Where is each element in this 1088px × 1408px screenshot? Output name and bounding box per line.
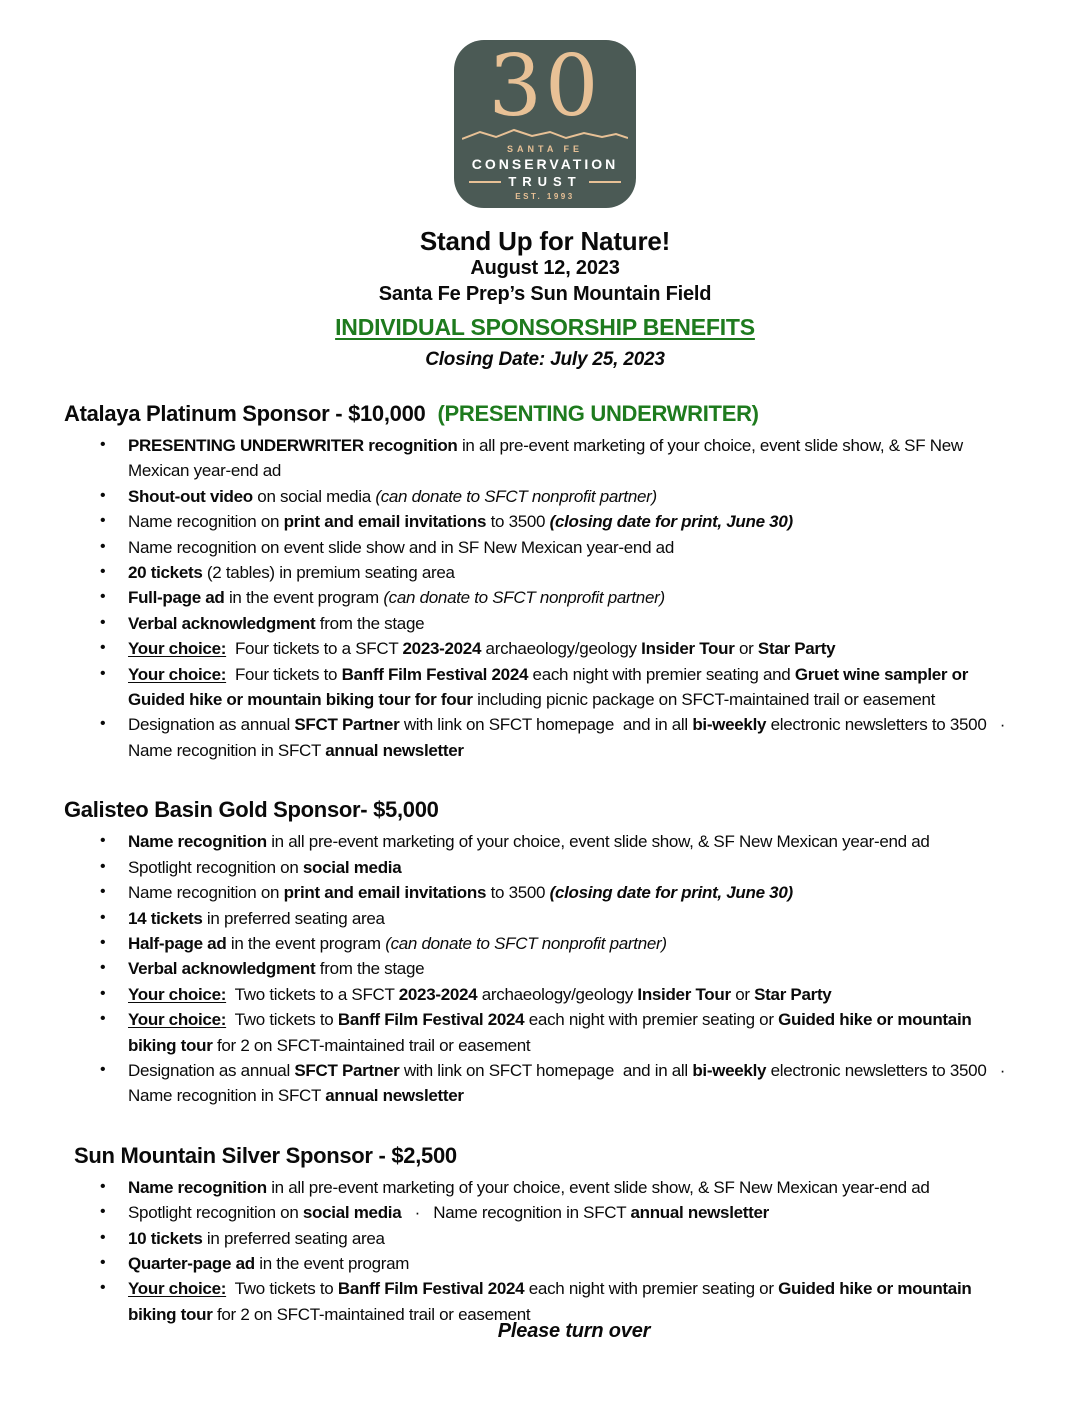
benefit-text: Name recognition in all pre-event marketing of your choice, event slide show, & SF New Mexican year-end ad bbox=[128, 1177, 930, 1197]
bullet-icon: • bbox=[100, 984, 106, 1002]
bullet-icon: • bbox=[100, 486, 106, 504]
logo-30-numeral: 30 bbox=[488, 37, 602, 135]
event-location: Santa Fe Prep’s Sun Mountain Field bbox=[378, 283, 712, 305]
benefit-text: Spotlight recognition on social media · Name recognition in SFCT annual newsletter bbox=[128, 1203, 769, 1223]
bullet-icon: • bbox=[100, 613, 106, 631]
bullet-icon: • bbox=[100, 512, 106, 530]
benefit-item bbox=[100, 1007, 1010, 1058]
mountain-ridge-icon bbox=[462, 126, 628, 144]
logo-est-text: EST. 1993 bbox=[515, 192, 575, 201]
bullet-icon: • bbox=[100, 1228, 106, 1246]
benefit-item bbox=[100, 982, 1010, 1007]
benefit-item bbox=[100, 1200, 1010, 1225]
benefit-text: Quarter-page ad in the event program bbox=[128, 1253, 410, 1273]
benefit-item bbox=[100, 585, 1010, 610]
benefit-list bbox=[64, 1175, 1026, 1327]
benefit-item bbox=[100, 1251, 1010, 1276]
sponsor-section-platinum bbox=[64, 400, 1026, 763]
bullet-icon: • bbox=[100, 1177, 106, 1195]
bullet-icon: • bbox=[100, 908, 106, 926]
bullet-icon: • bbox=[100, 588, 106, 606]
sfct-logo bbox=[454, 37, 636, 208]
benefit-text: 20 tickets (2 tables) in premium seating area bbox=[128, 563, 455, 583]
benefit-text: Full-page ad in the event program (can donate to SFCT nonprofit partner) bbox=[128, 588, 665, 608]
benefit-text: Name recognition in all pre-event marketing of your choice, event slide show, & SF New Mexican year-end ad bbox=[128, 832, 930, 852]
benefit-item bbox=[100, 855, 1010, 880]
bullet-icon: • bbox=[100, 883, 106, 901]
bullet-icon: • bbox=[100, 639, 106, 657]
benefit-item bbox=[100, 535, 1010, 560]
closing-date: Closing Date: July 25, 2023 bbox=[425, 349, 665, 370]
benefit-item bbox=[100, 906, 1010, 931]
bullet-icon: • bbox=[100, 436, 106, 453]
benefit-item bbox=[100, 509, 1010, 534]
benefit-list bbox=[64, 433, 1026, 763]
tier-title: Sun Mountain Silver Sponsor - $2,500 bbox=[74, 1142, 457, 1168]
tier-heading-silver bbox=[74, 1142, 1026, 1170]
bullet-icon: • bbox=[100, 1279, 106, 1297]
bullet-icon: • bbox=[100, 1203, 106, 1221]
bullet-icon: • bbox=[100, 1010, 106, 1028]
benefit-text: PRESENTING UNDERWRITER recognition in all pre-event marketing of your choice, event slide show, & SF New Mexican year-end ad bbox=[128, 436, 968, 481]
bullet-icon: • bbox=[100, 1253, 106, 1271]
logo-trust-text bbox=[454, 174, 636, 189]
benefit-text: Spotlight recognition on social media bbox=[128, 857, 402, 877]
benefit-item bbox=[100, 1226, 1010, 1251]
benefit-text: Name recognition on print and email invitations to 3500 (closing date for print, June 30) bbox=[128, 883, 793, 903]
logo-conservation-text: CONSERVATION bbox=[471, 156, 619, 172]
benefit-text: Designation as annual SFCT Partner with link on SFCT homepage and in all bi-weekly electronic newsletters to 3500 · Name recognition in SFCT annual newsletter bbox=[128, 1060, 1019, 1106]
bullet-icon: • bbox=[100, 664, 106, 682]
benefit-text: Name recognition on event slide show and in SF New Mexican year-end ad bbox=[128, 537, 674, 557]
logo-container bbox=[64, 37, 1026, 212]
benefit-text: 14 tickets in preferred seating area bbox=[128, 908, 385, 928]
tier-heading-platinum bbox=[64, 400, 1026, 428]
benefit-item bbox=[100, 880, 1010, 905]
benefit-text: Designation as annual SFCT Partner with link on SFCT homepage and in all bi-weekly electronic newsletters to 3500 · Name recognition in SFCT annual newsletter bbox=[128, 715, 1019, 760]
bullet-icon: • bbox=[100, 959, 106, 977]
footer-note: Please turn over bbox=[497, 1320, 651, 1342]
logo-trust-word: TRUST bbox=[508, 174, 582, 189]
benefit-item bbox=[100, 1175, 1010, 1200]
benefit-text: Your choice: Four tickets to Banff Film Festival 2024 each night with premier seating and Gruet wine sampler or Guided hike or mountain biking tour for four including picnic package on SFCT-maintained trail or easement bbox=[128, 664, 973, 710]
sections bbox=[64, 400, 1026, 1327]
bullet-icon: • bbox=[100, 715, 106, 733]
trust-right-rule bbox=[589, 181, 621, 183]
benefit-item bbox=[100, 931, 1010, 956]
benefits-heading: INDIVIDUAL SPONSORSHIP BENEFITS bbox=[335, 314, 755, 340]
page-title: Stand Up for Nature! bbox=[419, 226, 671, 256]
benefit-item bbox=[100, 829, 1010, 854]
benefit-text: Your choice: Two tickets to Banff Film Festival 2024 each night with premier seating or Guided hike or mountain biking tour for 2 on SFCT-maintained trail or easement bbox=[128, 1010, 976, 1055]
logo-santa-fe-text: SANTA FE bbox=[507, 144, 583, 154]
benefit-item bbox=[100, 1058, 1019, 1109]
bullet-icon: • bbox=[100, 563, 106, 581]
benefit-list bbox=[64, 829, 1026, 1108]
benefit-text: Verbal acknowledgment from the stage bbox=[128, 613, 425, 633]
tier-title: Galisteo Basin Gold Sponsor- $5,000 bbox=[64, 797, 439, 823]
benefit-item bbox=[100, 484, 1010, 509]
tier-suffix: (PRESENTING UNDERWRITER) bbox=[437, 401, 759, 426]
bullet-icon: • bbox=[100, 1060, 106, 1078]
benefit-item bbox=[100, 611, 1010, 636]
benefit-item bbox=[100, 433, 1010, 484]
benefit-item bbox=[100, 560, 1010, 585]
benefit-text: Verbal acknowledgment from the stage bbox=[128, 959, 425, 979]
benefit-item bbox=[100, 956, 1010, 981]
sponsor-section-gold bbox=[64, 796, 1026, 1108]
benefit-item bbox=[100, 712, 1019, 763]
benefit-text: Your choice: Two tickets to Banff Film Festival 2024 each night with premier seating or Guided hike or mountain biking tour for 2 on SFCT-maintained trail or easement bbox=[128, 1279, 976, 1324]
benefit-text: Your choice: Four tickets to a SFCT 2023-2024 archaeology/geology Insider Tour or Star Party bbox=[128, 639, 836, 659]
bullet-icon: • bbox=[100, 832, 106, 850]
benefit-text: Shout-out video on social media (can donate to SFCT nonprofit partner) bbox=[128, 486, 657, 506]
document-header bbox=[64, 226, 1026, 372]
benefit-item bbox=[100, 662, 1010, 713]
benefit-text: Half-page ad in the event program (can donate to SFCT nonprofit partner) bbox=[128, 933, 667, 953]
benefit-item bbox=[100, 636, 1010, 661]
benefit-text: Name recognition on print and email invitations to 3500 (closing date for print, June 30) bbox=[128, 512, 793, 532]
bullet-icon: • bbox=[100, 933, 106, 951]
sponsor-section-silver bbox=[64, 1142, 1026, 1327]
trust-left-rule bbox=[469, 181, 501, 183]
benefit-text: 10 tickets in preferred seating area bbox=[128, 1228, 385, 1248]
benefit-text: Your choice: Two tickets to a SFCT 2023-2024 archaeology/geology Insider Tour or Star Party bbox=[128, 984, 832, 1004]
tier-heading-gold bbox=[64, 796, 1026, 824]
bullet-icon: • bbox=[100, 857, 106, 875]
event-date: August 12, 2023 bbox=[470, 257, 620, 279]
tier-title: Atalaya Platinum Sponsor - $10,000 bbox=[64, 401, 426, 426]
bullet-icon: • bbox=[100, 537, 106, 555]
